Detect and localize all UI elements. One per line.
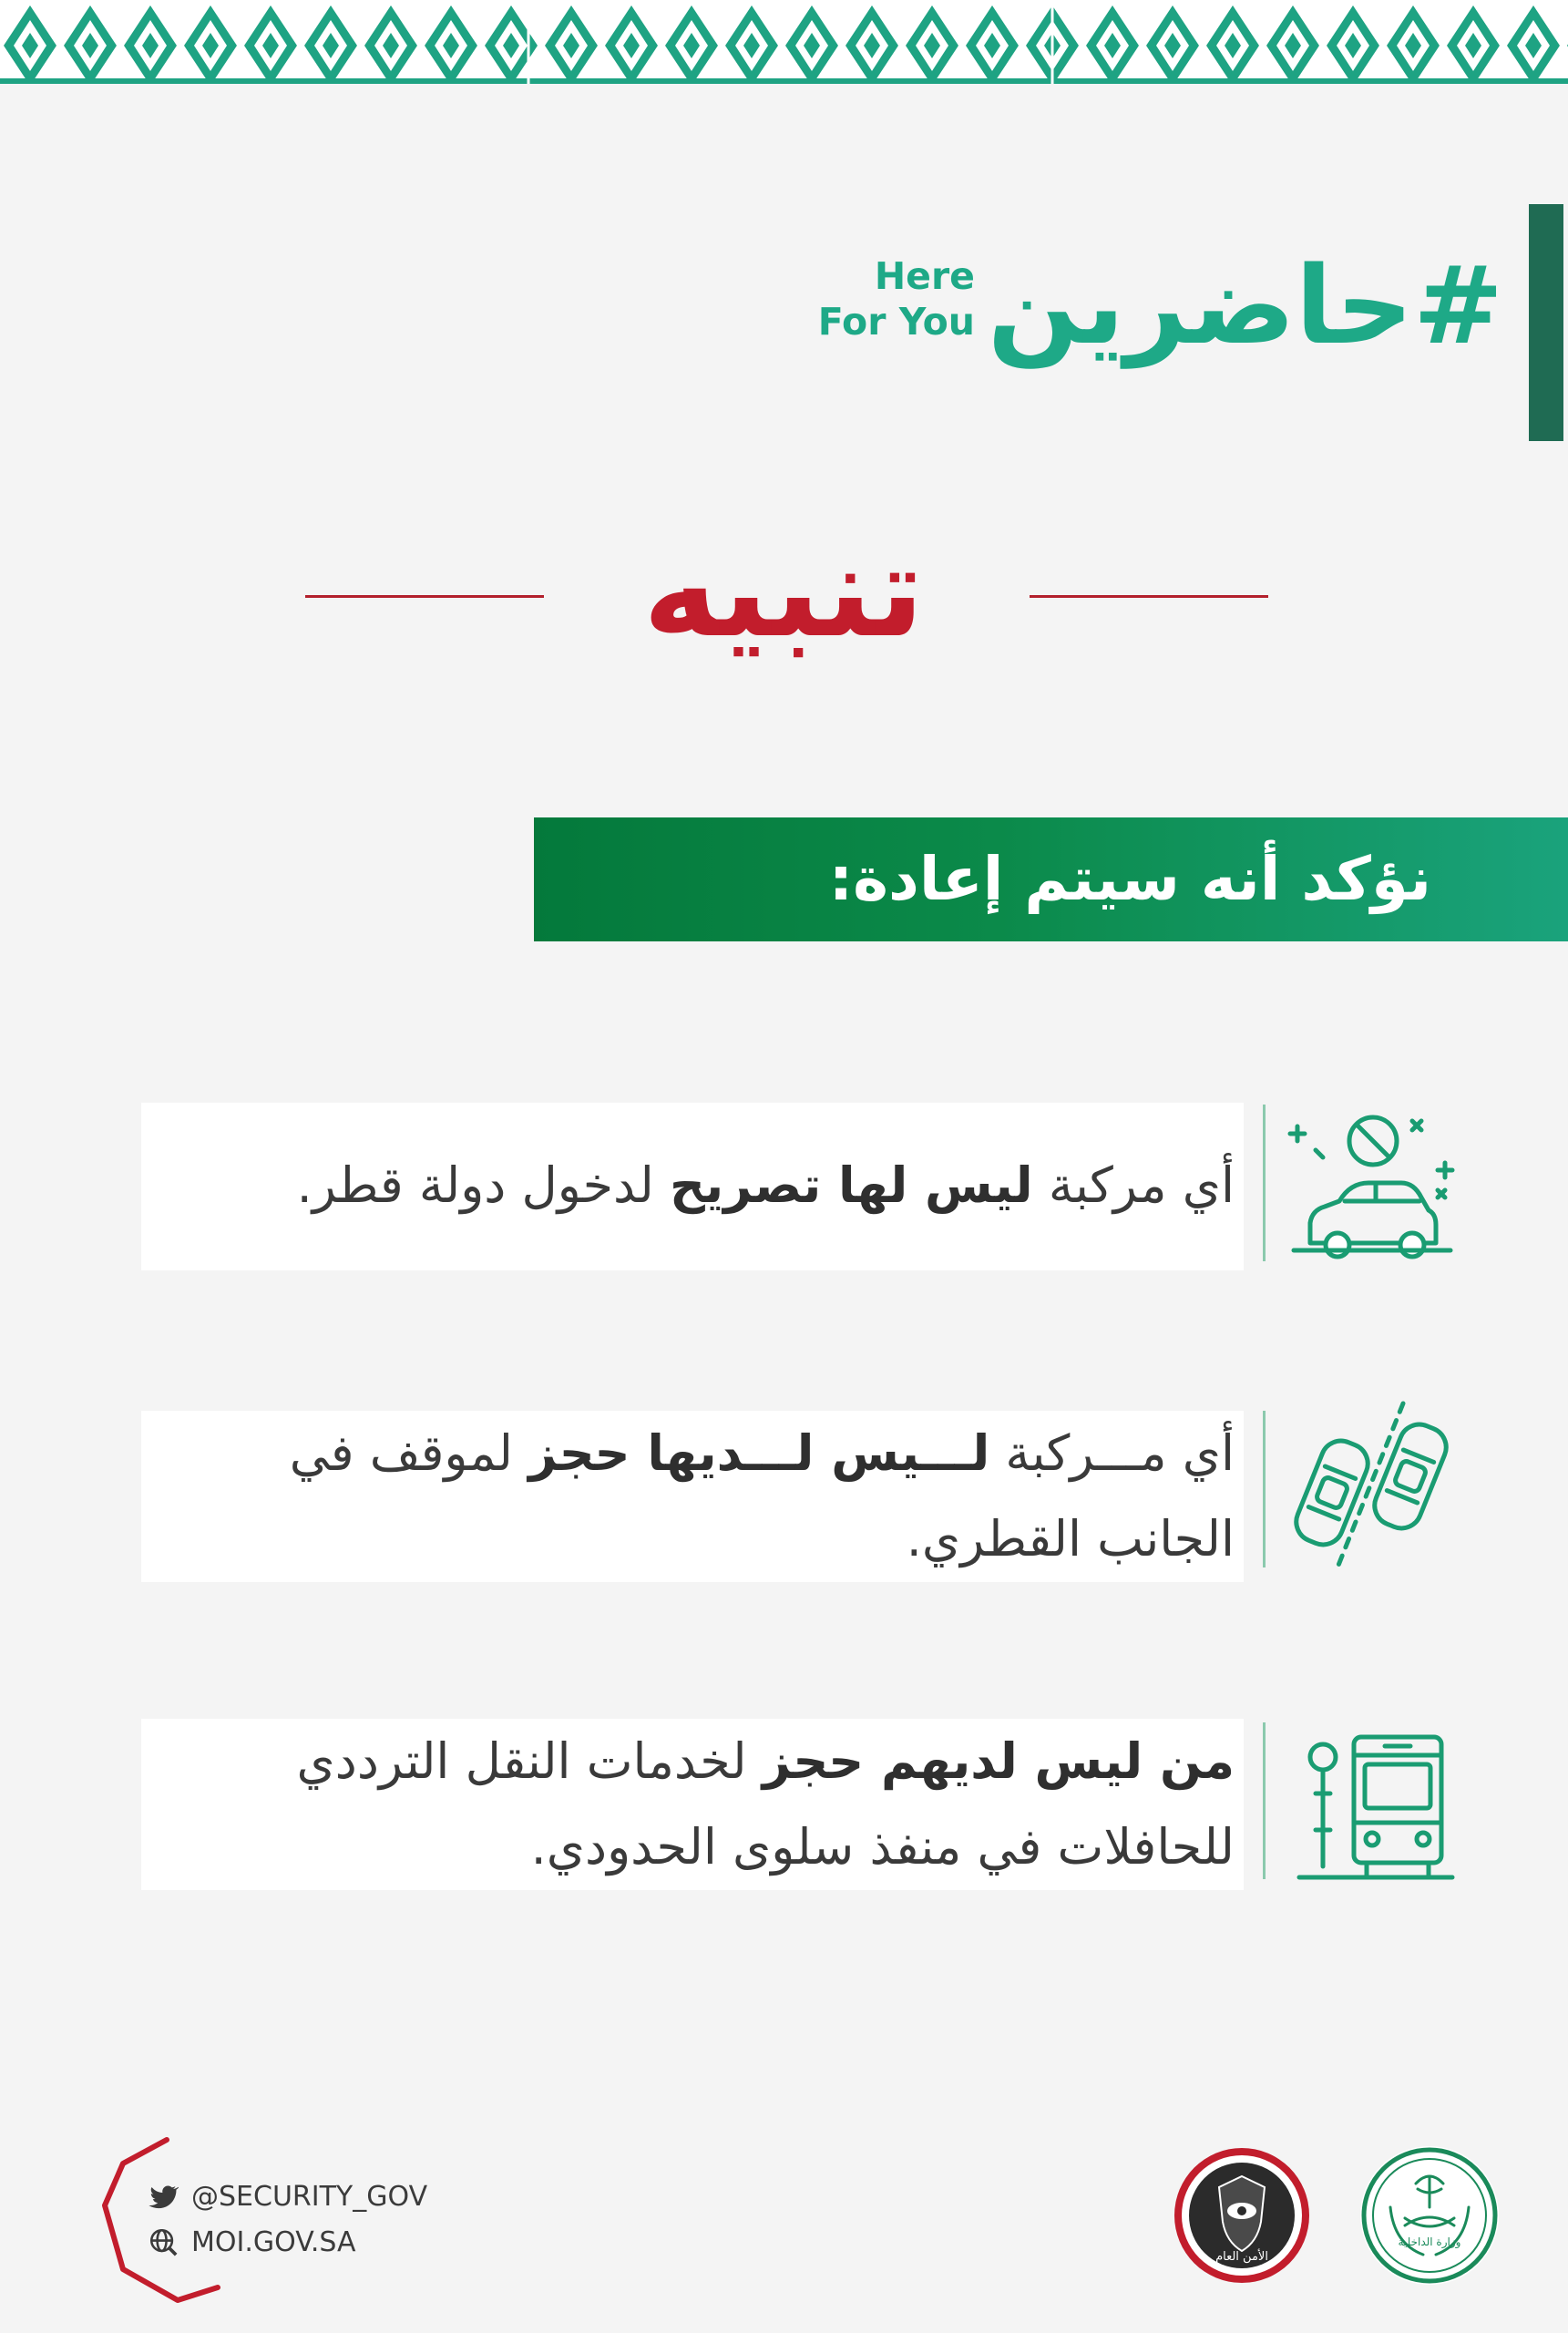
car-prohibited-icon — [1285, 1099, 1458, 1272]
notice-item-2 — [141, 1411, 1244, 1582]
tagline-line-2: For You — [817, 300, 975, 344]
parked-cars-icon — [1285, 1398, 1458, 1571]
twitter-icon — [148, 2181, 179, 2212]
twitter-handle: @SECURITY_GOV — [191, 2180, 428, 2213]
tagline-line-1: Here — [874, 254, 975, 298]
ministry-of-interior-logo — [1358, 2143, 1501, 2287]
notice-3-divider — [1263, 1722, 1266, 1879]
globe-icon — [148, 2226, 179, 2257]
website-url: MOI.GOV.SA — [191, 2225, 356, 2258]
bus-stop-icon — [1285, 1721, 1458, 1894]
notice-2-text-start: أي مـــركبة — [989, 1424, 1235, 1482]
section-banner: نؤكد أنه سيتم إعادة: — [534, 817, 1568, 941]
notice-2-bold: لـــيس لـــديها حجز — [528, 1424, 990, 1482]
campaign-hashtag: #حاضرين — [987, 242, 1503, 368]
notice-1-text-end: لدخول دولة قطر. — [296, 1156, 670, 1214]
notice-1-text-start: أي مركبة — [1032, 1156, 1235, 1214]
headline-rule-right — [1030, 595, 1268, 598]
notice-3-text-end: لخدمات النقل الترددي للحافلات في منفذ سلوى الحدودي. — [296, 1732, 1235, 1876]
headline-rule-left — [305, 595, 544, 598]
footer-website[interactable] — [148, 2222, 356, 2262]
page-title: تنبيه — [642, 518, 925, 666]
brand-accent-bar — [1529, 204, 1563, 441]
public-security-logo — [1170, 2143, 1314, 2287]
campaign-tagline — [802, 253, 975, 344]
notice-1-bold: ليس لها تصريح — [669, 1156, 1033, 1214]
notice-1-divider — [1263, 1105, 1266, 1261]
ministry-logo-text: وزارة الداخلية — [1398, 2235, 1461, 2248]
notice-item-3 — [141, 1719, 1244, 1890]
public-security-logo-text: الأمن العام — [1215, 2250, 1268, 2264]
shield-frame-icon — [96, 2133, 223, 2306]
top-decorative-pattern — [0, 0, 1568, 91]
footer-twitter[interactable] — [148, 2176, 427, 2216]
notice-item-1 — [141, 1103, 1244, 1270]
notice-2-divider — [1263, 1411, 1266, 1567]
notice-3-bold: من ليس لديهم حجز — [762, 1732, 1235, 1790]
notice-2-text-end: لموقف في الجانب القطري. — [289, 1424, 1235, 1567]
